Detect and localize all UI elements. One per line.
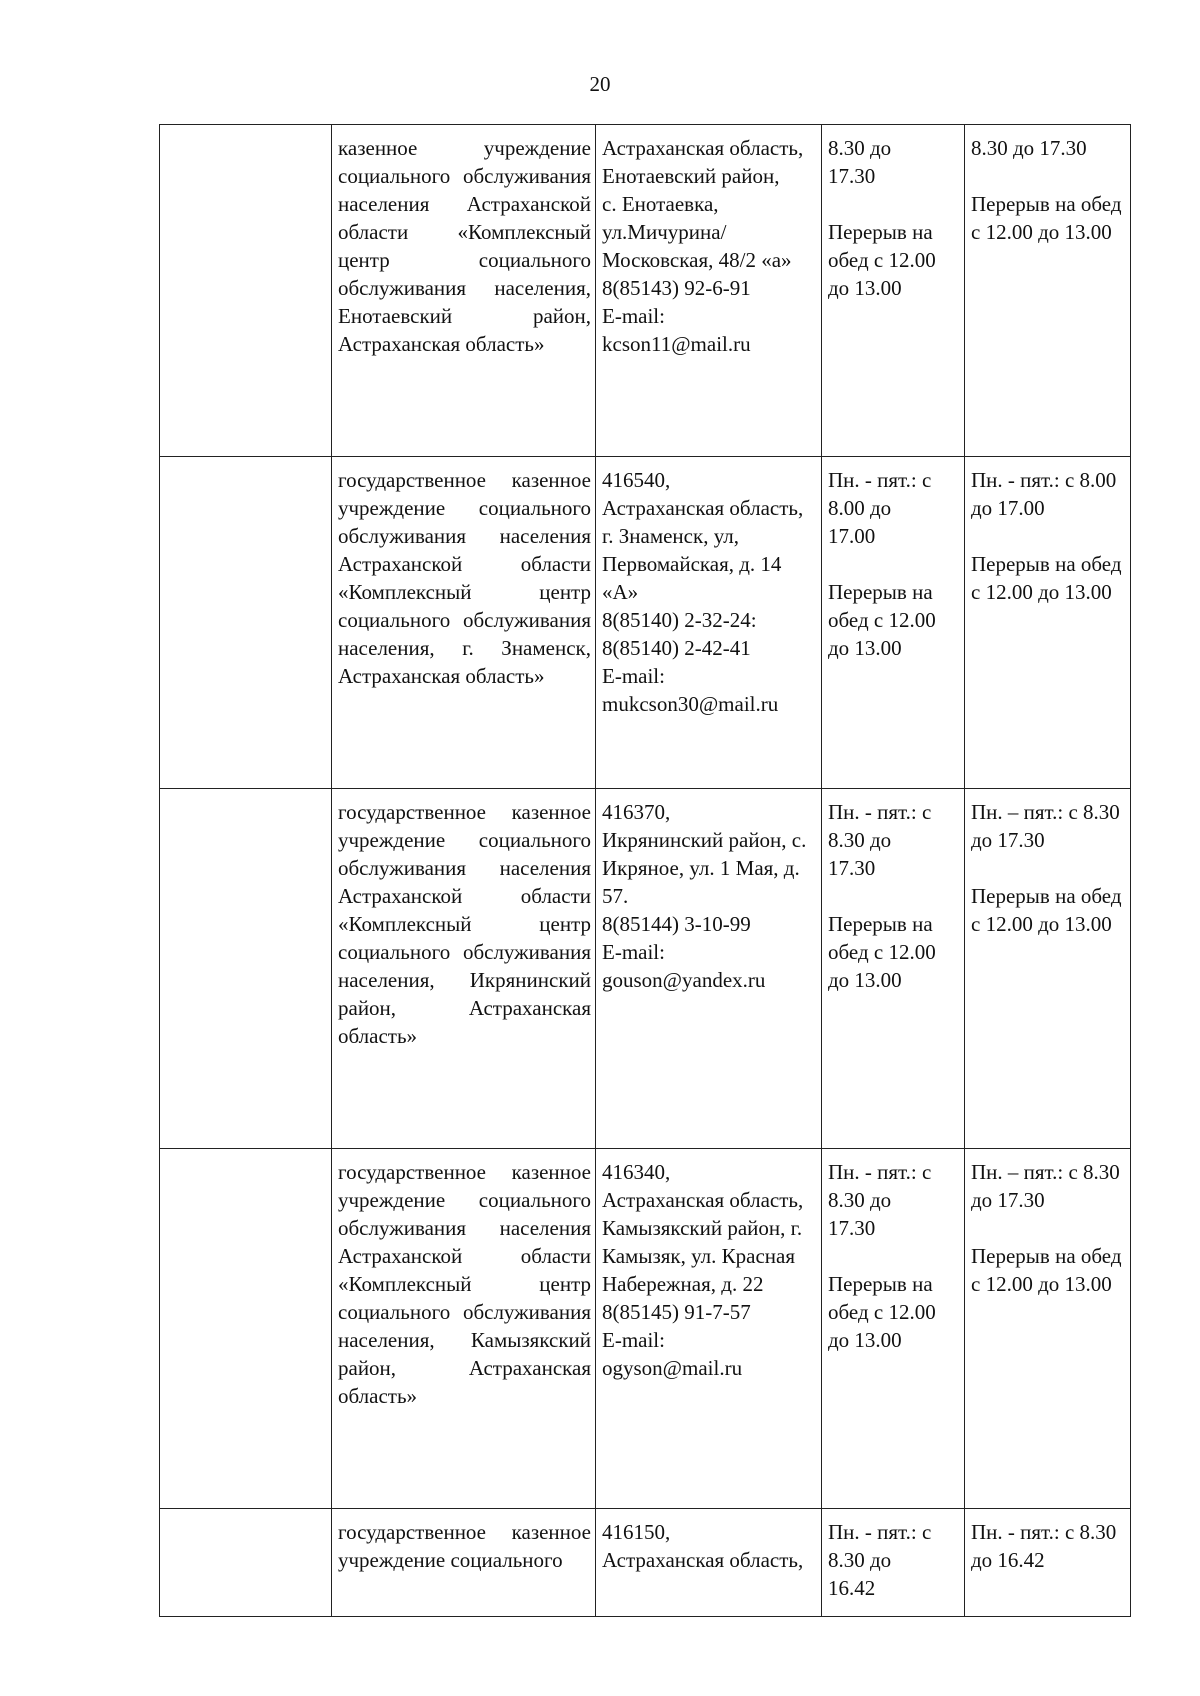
row-index-cell bbox=[160, 457, 332, 789]
address-cell: 416370, Икрянинский район, с. Икряное, ул. 1 Мая, д. 57. 8(85144) 3-10-99 E-mail: gouson@yandex.ru bbox=[596, 789, 822, 1149]
institution-name-cell: государственное казенное учреждение социального обслуживания населения Астраханской области «Комплексный центр социального обслуживания населения, Икрянинский район, Астраханская область» bbox=[332, 789, 596, 1149]
working-hours-cell: Пн. - пят.: с 8.30 до 17.30 Перерыв на обед с 12.00 до 13.00 bbox=[822, 789, 965, 1149]
institution-name-cell: государственное казенное учреждение социального обслуживания населения Астраханской области «Комплексный центр социального обслуживания населения, Камызякский район, Астраханская область» bbox=[332, 1149, 596, 1509]
table-row bbox=[160, 125, 1131, 457]
reception-hours-cell: Пн. - пят.: с 8.00 до 17.00 Перерыв на обед с 12.00 до 13.00 bbox=[965, 457, 1131, 789]
table-row bbox=[160, 457, 1131, 789]
row-index-cell bbox=[160, 1509, 332, 1617]
address-cell: 416150, Астраханская область, bbox=[596, 1509, 822, 1617]
reception-hours-cell: 8.30 до 17.30 Перерыв на обед с 12.00 до 13.00 bbox=[965, 125, 1131, 457]
page-number: 20 bbox=[589, 72, 611, 96]
table-row bbox=[160, 789, 1131, 1149]
working-hours-cell: Пн. - пят.: с 8.00 до 17.00 Перерыв на обед с 12.00 до 13.00 bbox=[822, 457, 965, 789]
working-hours-cell: Пн. - пят.: с 8.30 до 16.42 bbox=[822, 1509, 965, 1617]
address-cell: 416340, Астраханская область, Камызякский район, г. Камызяк, ул. Красная Набережная, д. 22 8(85145) 91-7-57 E-mail: ogyson@mail.ru bbox=[596, 1149, 822, 1509]
institution-name-cell: казенное учреждение социального обслуживания населения Астраханской области «Комплексный центр социального обслуживания населения, Енотаевский район, Астраханская область» bbox=[332, 125, 596, 457]
row-index-cell bbox=[160, 789, 332, 1149]
table-row bbox=[160, 1149, 1131, 1509]
row-index-cell bbox=[160, 125, 332, 457]
working-hours-cell: Пн. - пят.: с 8.30 до 17.30 Перерыв на обед с 12.00 до 13.00 bbox=[822, 1149, 965, 1509]
reception-hours-cell: Пн. - пят.: с 8.30 до 16.42 bbox=[965, 1509, 1131, 1617]
working-hours-cell: 8.30 до 17.30 Перерыв на обед с 12.00 до 13.00 bbox=[822, 125, 965, 457]
address-cell: 416540, Астраханская область, г. Знаменск, ул, Первомайская, д. 14 «А» 8(85140) 2-32-24: 8(85140) 2-42-41 E-mail: mukcson30@mail.ru bbox=[596, 457, 822, 789]
address-cell: Астраханская область, Енотаевский район, с. Енотаевка, ул.Мичурина/Московская, 48/2 «а» 8(85143) 92-6-91 E-mail: kcson11@mail.ru bbox=[596, 125, 822, 457]
institutions-table bbox=[159, 124, 1131, 1617]
reception-hours-cell: Пн. – пят.: с 8.30 до 17.30 Перерыв на обед с 12.00 до 13.00 bbox=[965, 789, 1131, 1149]
institution-name-cell: государственное казенное учреждение социального bbox=[332, 1509, 596, 1617]
institution-name-cell: государственное казенное учреждение социального обслуживания населения Астраханской области «Комплексный центр социального обслуживания населения, г. Знаменск, Астраханская область» bbox=[332, 457, 596, 789]
row-index-cell bbox=[160, 1149, 332, 1509]
table-row bbox=[160, 1509, 1131, 1617]
reception-hours-cell: Пн. – пят.: с 8.30 до 17.30 Перерыв на обед с 12.00 до 13.00 bbox=[965, 1149, 1131, 1509]
